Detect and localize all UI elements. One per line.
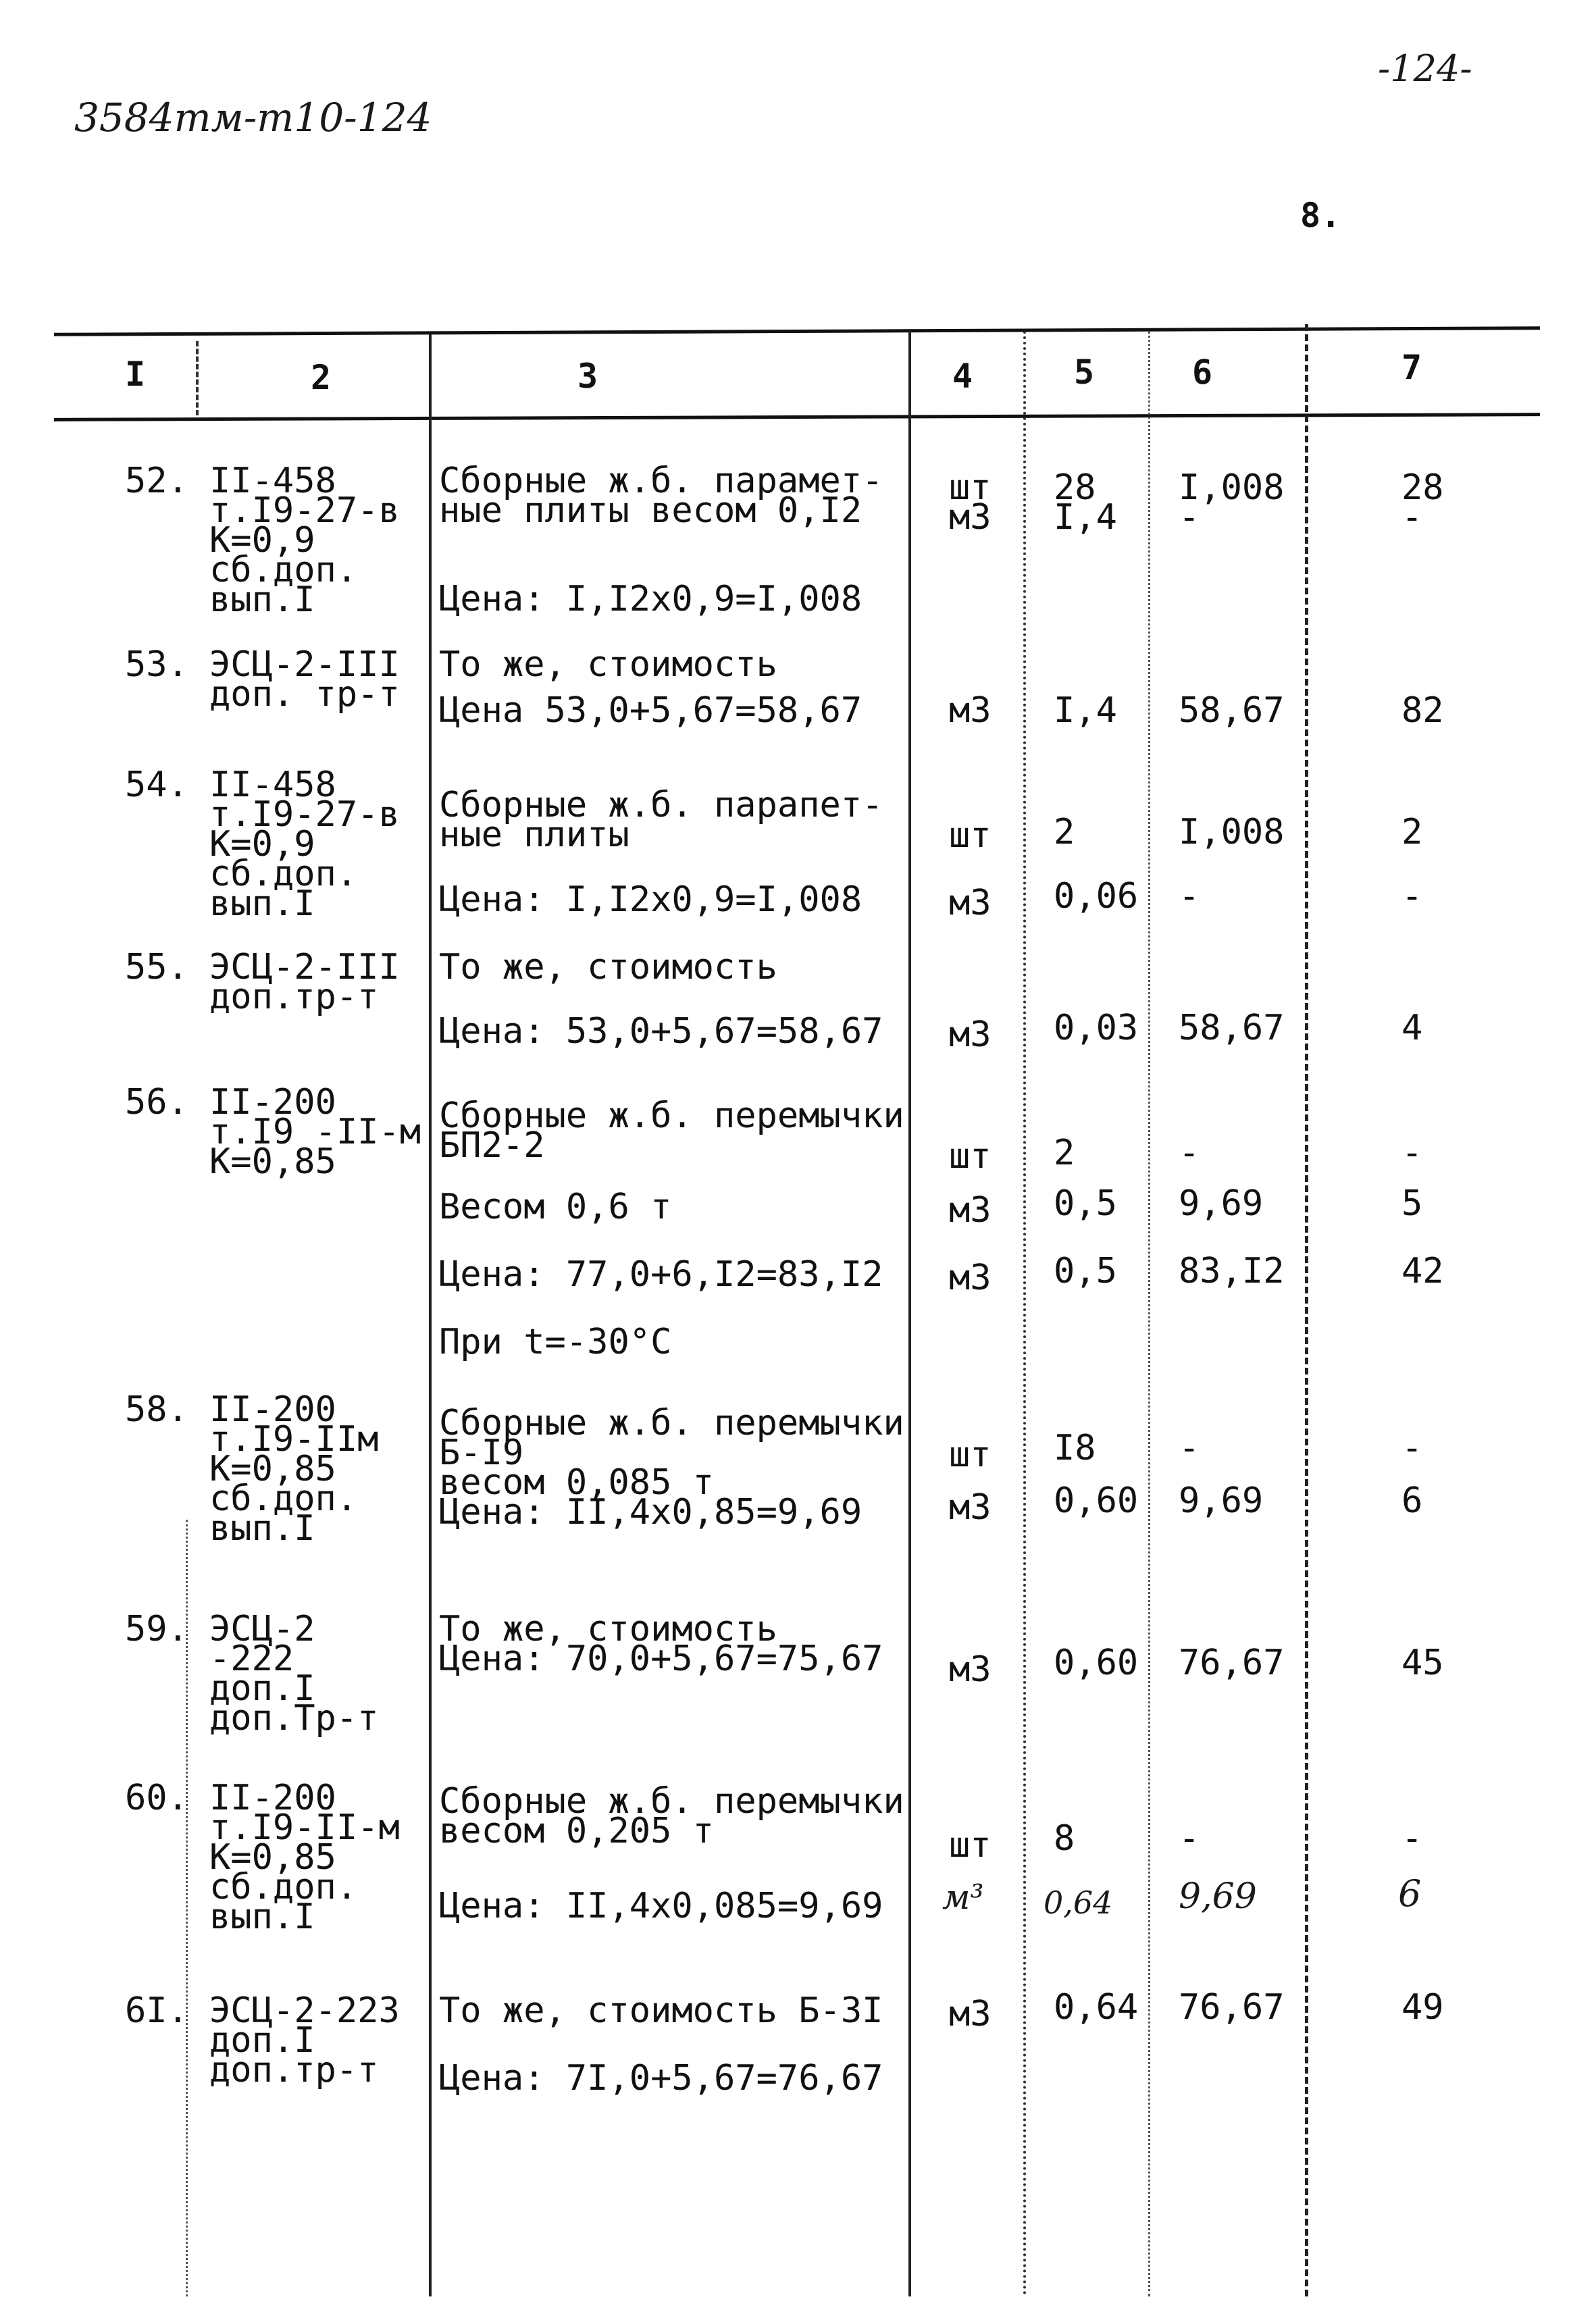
row-unit: м3 [949,883,992,923]
row-quantity: 0,60 [1054,1643,1139,1683]
row-quantity: I,4 [1054,690,1117,731]
row-quantity: 0,06 [1054,876,1139,917]
row-price: Цена: I,I2х0,9=I,008 [439,579,863,619]
row-quantity: 2 [1054,812,1075,852]
row-rate: 76,67 [1179,1987,1285,2028]
row-code: ЭСЦ-2-223 доп.I доп.тр-т [209,1990,400,2090]
row-total: 2 [1401,812,1423,852]
row-rate: 9,69 [1179,1183,1264,1224]
row-num: 58. [125,1389,188,1430]
row-total: - 6 [1401,1428,1423,1521]
row-price: Цена: II,4х0,085=9,69 [439,1886,883,1926]
row-price: Цена 53,0+5,67=58,67 [439,690,863,731]
col-divider-5 [1148,331,1150,2296]
col-divider-1 [196,341,199,415]
row-quantity: 0,5 [1054,1251,1117,1291]
col-header-4: 4 [952,357,973,396]
row-weight: Весом 0,6 т [439,1187,672,1227]
row-unit: шт м3 [949,1435,992,1528]
row-price: Цена: I,I2х0,9=I,008 [439,879,863,920]
row-code: II-200 т.I9-II-м К=0,85 сб.доп. вып.I [209,1778,400,1937]
row-num: 55. [125,947,188,987]
page-number: 8. [1300,196,1341,235]
col-header-3: 3 [577,357,598,396]
row-code: ЭСЦ-2-III доп. тр-т [209,644,400,715]
row-description: То же, стоимость [439,644,777,685]
row-rate: I,008 [1179,812,1285,852]
row-price: Цена: 7I,0+5,67=76,67 [439,2058,883,2099]
row-price: Цена: 53,0+5,67=58,67 [439,1011,883,1052]
row-total: 42 [1401,1251,1444,1291]
col-header-5: 5 [1074,353,1095,392]
row-total: 49 [1401,1987,1444,2028]
row-description: То же, стоимость Б-3I [439,1990,883,2031]
row-code: II-458 т.I9-27-в К=0,9 сб.доп. вып.I [209,765,400,924]
row-rate: 58,67 [1179,1008,1285,1048]
row-quantity: 28 I,4 [1054,467,1117,538]
row-total: 82 [1401,690,1444,731]
page-number-top: -124- [1378,47,1472,90]
row-rate: I,008 - [1179,467,1285,538]
row-total: 28 - [1401,467,1444,538]
row-quantity: 0,64 [1054,1987,1139,2028]
col-divider-2 [429,334,432,2296]
row-quantity: 0,5 [1054,1183,1117,1224]
row-unit: шт [949,1136,992,1177]
row-description: То же, стоимость Цена: 70,0+5,67=75,67 [439,1609,883,1679]
row-description: Сборные ж.б. парапет- ные плиты [439,785,883,855]
col-header-1: I [125,355,146,394]
row-code: II-458 т.I9-27-в К=0,9 сб.доп. вып.I [209,461,400,620]
row-unit: м3 [949,1014,992,1055]
row-num: 54. [125,765,188,805]
row-description: Сборные ж.б. перемычки БП2-2 [439,1096,904,1166]
row-code: II-200 т.I9-IIм К=0,85 сб.доп. вып.I [209,1389,379,1549]
row-unit: м3 [949,1994,992,2034]
row-quantity: 8 [1054,1818,1075,1859]
row-description: То же, стоимость [439,947,777,987]
row-total: - [1401,1133,1423,1173]
row-unit: м3 [949,690,992,731]
col-divider-6 [1305,324,1308,2296]
row-unit: м3 [949,1190,992,1231]
row-rate: - [1179,876,1200,917]
row-total: 4 [1401,1008,1423,1048]
row-rate: 58,67 [1179,690,1285,731]
row-unit: м3 [949,1649,992,1690]
row-total: 45 [1401,1643,1444,1683]
row-num: 52. [125,461,188,501]
row-num: 6I. [125,1990,188,2031]
row-unit: м³ [942,1878,984,1917]
row-unit: шт [949,815,992,856]
row-rate: 76,67 [1179,1643,1285,1683]
col-divider-4 [1023,331,1026,2296]
row-rate: 83,I2 [1179,1251,1285,1291]
row-quantity: 2 [1054,1133,1075,1173]
row-total: 5 [1401,1183,1423,1224]
table-top-rule [54,326,1540,336]
row-quantity: I8 0,60 [1054,1428,1139,1521]
document-code: 3584тм-т10-124 [74,95,432,140]
row-quantity: 0,03 [1054,1008,1139,1048]
row-note: При t=-30°С [439,1322,672,1362]
row-rate: - 9,69 [1179,1428,1264,1521]
row-total: - [1401,1818,1423,1859]
header-bottom-rule [54,413,1540,421]
row-unit: м3 [949,1258,992,1298]
row-total: - [1401,876,1423,917]
row-unit: шт м3 [949,467,992,538]
row-description: Сборные ж.б. парамет- ные плиты весом 0,I2 [439,461,883,531]
row-rate: - [1179,1818,1200,1859]
row-num: 59. [125,1609,188,1649]
row-num: 60. [125,1778,188,1818]
row-code: ЭСЦ-2 -222 доп.I доп.Тр-т [209,1609,379,1739]
row-num: 53. [125,644,188,685]
col-divider-3 [908,331,911,2296]
row-num: 56. [125,1082,188,1123]
row-total: 6 [1398,1872,1422,1915]
row-description: Сборные ж.б. перемычки Б-I9 весом 0,085 т Цена: II,4х0,85=9,69 [439,1403,904,1533]
row-code: ЭСЦ-2-III доп.тр-т [209,947,400,1017]
row-description: Сборные ж.б. перемычки весом 0,205 т [439,1781,904,1851]
row-rate: - [1179,1133,1200,1173]
col-header-6: 6 [1192,353,1213,392]
col-header-7: 7 [1401,348,1422,387]
col-header-2: 2 [311,358,332,397]
row-unit: шт [949,1825,992,1866]
row-quantity: 0,64 [1044,1884,1113,1921]
row-code: II-200 т.I9 -II-м К=0,85 [209,1082,421,1182]
row-rate: 9,69 [1179,1876,1257,1917]
row-price: Цена: 77,0+6,I2=83,I2 [439,1254,883,1295]
